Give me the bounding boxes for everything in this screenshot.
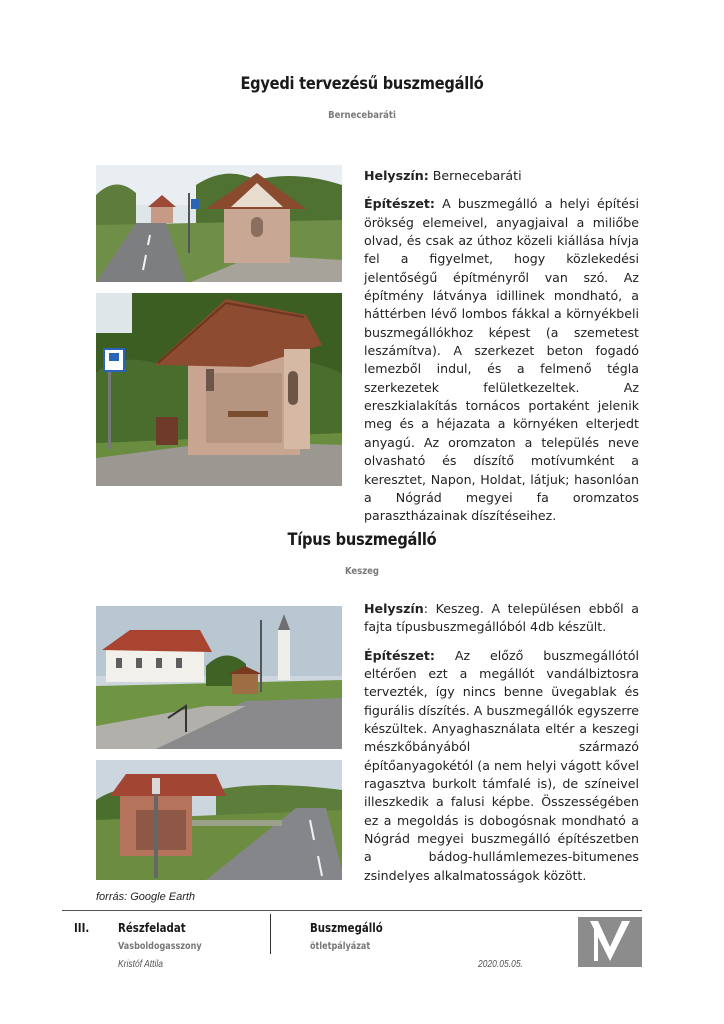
- photo-keszeg-shelter: [96, 760, 342, 880]
- section1-title: Egyedi tervezésű buszmegálló: [240, 74, 484, 94]
- section1-location: [364, 167, 639, 185]
- photo-bernecebarati-road: [96, 165, 342, 282]
- section2-text: [364, 600, 639, 885]
- section1-text: [364, 167, 639, 526]
- footer-author: Kristóf Attila: [118, 959, 164, 970]
- location-label-2: Helyszín: [364, 601, 424, 616]
- footer-project-sub: ötletpályázat: [310, 941, 371, 952]
- section1-architecture: [364, 195, 639, 525]
- photo-bernecebarati-shelter-image: [96, 293, 342, 486]
- section2-architecture: [364, 647, 639, 885]
- location-value: Bernecebaráti: [432, 168, 522, 183]
- photo-keszeg-village-image: [96, 606, 342, 749]
- v-logo-icon-image: [578, 917, 642, 967]
- section1-subtitle: Bernecebaráti: [328, 110, 396, 121]
- footer-separator: [270, 914, 271, 954]
- footer-date: 2020.05.05.: [478, 959, 523, 970]
- section2-title: Típus buszmegálló: [287, 530, 437, 550]
- footer-divider: [62, 910, 642, 911]
- photo-bernecebarati-road-image: [96, 165, 342, 282]
- photo-keszeg-shelter-image: [96, 760, 342, 880]
- footer-project-label: Buszmegálló: [310, 921, 383, 935]
- v-logo-icon: [578, 917, 642, 967]
- location-value-2: : Keszeg. A településen ebből a fajta típusbuszmegállóból 4db készült.: [364, 601, 639, 635]
- footer-task-sub: Vasboldogasszony: [118, 941, 202, 952]
- photo-source-caption: forrás: Google Earth: [96, 891, 196, 903]
- photo-keszeg-village: [96, 606, 342, 749]
- footer-roman-numeral: III.: [74, 921, 90, 935]
- photo-bernecebarati-shelter: [96, 293, 342, 486]
- architecture-label-2: Építészet:: [364, 647, 435, 663]
- section2-subtitle: Keszeg: [344, 566, 380, 577]
- architecture-text: A buszmegálló a helyi építési örökség elemeivel, anyagjaival a miliőbe olvad, és csak az úthoz közeli kiállása hívja fel a figyelmet, hogy közlekedési jelentőségű építményről van szó. Az építmény látványa idillinek mondható, a háttérben lévő lombos fákkal a környékbeli buszmegállókhoz képest (a szemetest leszámítva). A szerkezet beton fogadó lemezből indul, és a felmenő tégla szerkezetek felületkezeltek. Az ereszkialakítás tornácos portaként jelenik meg és a héjazata a környéken elterjedt anyagú. Az oromzaton a település neve olvasható és díszítő motívumként a keresztet, Napon, Holdat, látjuk; hasonlóan a Nógrád megyei fa oromzatos parasztházainak díszítéseihez.: [364, 196, 639, 524]
- architecture-text-2: Az előző buszmegállótól eltérően ezt a megállót vandálbiztosra tervezték, így nincs benne üvegablak és figurális díszítés. A buszmegállók egyszerre készültek. Anyaghasználata eltér a keszegi mészkőbányából származó építőanyagokétól (a nem helyi vágott kővel ragasztva burkolt támfalé is), de színeivel illeszkedik a falusi képbe. Összességében ez a megoldás is dobogósnak mondható a Nógrád megyei buszmegálló építészetben a bádog-hullámlemezes-bitumenes zsindelyes alkalmatosságok között.: [364, 647, 639, 883]
- footer-task-label: Részfeladat: [118, 921, 186, 935]
- section2-location: [364, 600, 639, 637]
- location-label: Helyszín:: [364, 168, 429, 183]
- architecture-label: Építészet:: [364, 196, 435, 212]
